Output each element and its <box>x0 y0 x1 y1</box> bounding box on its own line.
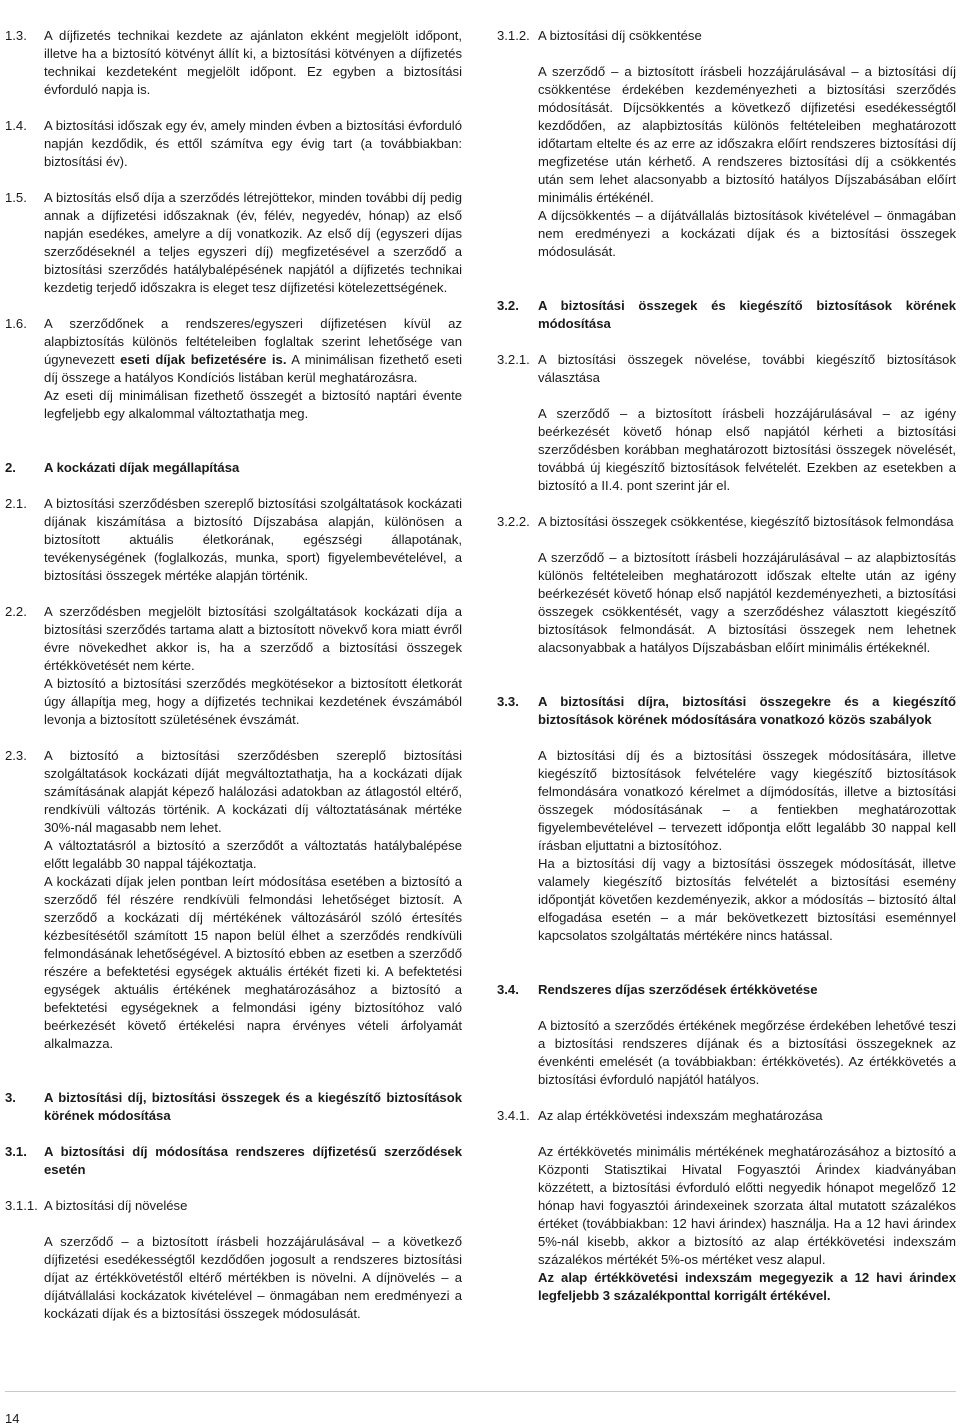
section-title: A biztosítási összegek csökkentése, kiegészítő biztosítások felmondása <box>538 514 954 529</box>
footer-divider <box>5 1391 956 1392</box>
section-text: A szerződésben megjelölt biztosítási szolgáltatások kockázati díja a biztosítási szerződés tartama alatt a biztosított növekvő kora miatt évről évre növekedhet akkor is, ha a szerződő a biztosítási összegek értékkövetését nem kérte. <box>44 604 462 673</box>
section-text: A biztosító a biztosítási szerződésben szereplő biztosítási szolgáltatások kockázati díját megváltoztathatja, ha a kockázati díjak számításának alapját képező halálozási adatokban az átlagostól eltérő, rendkívüli változás történik. A kockázati díj változtatásának mértéke 30%-nál magasabb nem lehet. <box>44 748 462 835</box>
section-number: 3.2. <box>497 298 519 313</box>
section-3-2-1-heading <box>497 351 956 387</box>
section-text: A változtatásról a biztosító a szerződőt a változtatás hatálybalépése előtt legalább 30 nappal tájékoztatja. <box>44 838 462 871</box>
section-3-1-2-heading <box>497 27 956 45</box>
section-text: A szerződő – a biztosított írásbeli hozzájárulásával – az alapbiztosítás különös feltételeiben meghatározott időszak eltelte után az igény beérkezését követő hónap első napjától kezdeményezheti, a biztosítási összegek csökkentését, vagy a szerződéshez választott kiegészítő biztosítások felmondását. A biztosítási összegek nem lehetnek alacsonyabbak a hatályos Díjszabásban előírt minimális értékeknél. <box>538 550 956 655</box>
section-number: 3.1.1. <box>5 1198 38 1213</box>
section-number: 2.2. <box>5 604 27 619</box>
section-text: Ha a biztosítási díj vagy a biztosítási összegek módosítását, illetve valamely kiegészítő biztosítás felvételét a biztosítási esemény időpontját követően kezdeményezik, akkor a módosítás – biztosító által elfogadása esetén – a már bekövetkezett biztosítási eseménnyel kapcsolatos szolgáltatás mértékére nincs hatással. <box>538 856 956 943</box>
section-1-4 <box>5 117 462 171</box>
section-text: A díjfizetés technikai kezdete az ajánlaton ekként megjelölt időpont, illetve ha a biztosító kötvényt állít ki, a biztosítási kötvényen a díjfizetés technikai kezdeteként megjelölt időpont. Ez egyben a biztosítási évforduló napja is. <box>44 28 462 97</box>
section-number: 3. <box>5 1090 16 1105</box>
left-column <box>5 27 462 1323</box>
section-3-2-heading <box>497 297 956 333</box>
section-number: 3.2.2. <box>497 514 530 529</box>
section-title: A biztosítási összegek növelése, további kiegészítő biztosítások választása <box>538 352 956 385</box>
section-number: 2. <box>5 460 16 475</box>
section-number: 1.4. <box>5 118 27 133</box>
section-1-3 <box>5 27 462 99</box>
page-number: 14 <box>5 1411 20 1425</box>
right-column <box>497 27 956 1305</box>
section-text: A szerződő – a biztosított írásbeli hozzájárulásával – az igény beérkezését követő hónap első napjától kérheti a biztosítási szerződésben korábban meghatározott biztosítási összegek növelését, továbbá új kiegészítő biztosítások felvételét. Ezekben az esetekben a biztosító a II.4. pont szerint jár el. <box>538 406 956 493</box>
section-1-6 <box>5 315 462 423</box>
section-text <box>44 315 462 387</box>
section-3-2-2-heading <box>497 513 956 531</box>
section-3-1-1-heading <box>5 1197 462 1215</box>
section-3-3-heading <box>497 693 956 729</box>
section-text: A szerződő – a biztosított írásbeli hozzájárulásával – a következő díjfizetési esedékességtől kezdődően jogosult a rendszeres biztosítási díjat az értékkövetéstől eltérő mértékben is növelni. A díjnövelés – a díjátvállalási kockázatok kivételével – önmagában nem eredményezi a kockázati díjak és a biztosítási összegek módosulását. <box>44 1234 462 1321</box>
section-3-4-1-heading <box>497 1107 956 1125</box>
section-title: A biztosítási díjra, biztosítási összegekre és a kiegészítő biztosítások körének módosítására vonatkozó közös szabályok <box>538 694 956 727</box>
section-title: A biztosítási díj, biztosítási összegek és a kiegészítő biztosítások körének módosítása <box>44 1090 462 1123</box>
section-title: A biztosítási díj módosítása rendszeres díjfizetésű szerződések esetén <box>44 1144 462 1177</box>
section-text: A biztosító a szerződés értékének megőrzése érdekében lehetővé teszi a biztosítási rendszeres díjának és a biztosítási összegeknek az évenkénti emelését (a továbbiakban: értékkövetés). Az értékkövetés a biztosítási évforduló napjától hatályos. <box>538 1018 956 1087</box>
section-title: A biztosítási díj növelése <box>44 1198 188 1213</box>
section-number: 2.3. <box>5 748 27 763</box>
section-text: A szerződő – a biztosított írásbeli hozzájárulásával – a biztosítási díj csökkentése érdekében kezdeményezheti a biztosítási szerződés módosítását. Díjcsökkentés a következő díjfizetési esedékességtől kezdődően, az alapbiztosítás különös feltételeiben meghatározott időtartam eltelte és az erre az időszakra előírt rendszeres biztosítási díj megfizetése után kérhető. A rendszeres biztosítási díj a csökkentés után sem lehet alacsonyabb a biztosító hatályos Díjszabásában előírt minimális értékénél. <box>538 64 956 205</box>
section-number: 3.1.2. <box>497 28 530 43</box>
section-number: 1.6. <box>5 316 27 331</box>
section-text: A biztosítási díj és a biztosítási összegek módosítására, illetve kiegészítő biztosítások felvételére vagy kiegészítő biztosítások felmondására vonatkozó kérelmet a díjmódosítás, illetve a biztosítási összegek módosításának – a fentiekben meghatározottak figyelembevételével – tervezett időpontja előtt legalább 30 nappal kell írásban eljuttatni a biztosítóhoz. <box>538 748 956 853</box>
section-number: 3.4.1. <box>497 1108 530 1123</box>
section-3-4-heading <box>497 981 956 999</box>
section-title: Rendszeres díjas szerződések értékkövetése <box>538 982 818 997</box>
section-title: Az alap értékkövetési indexszám meghatározása <box>538 1108 823 1123</box>
section-text: A díjcsökkentés – a díjátvállalás biztosítások kivételével – önmagában nem eredményezi a kockázati díjak és a biztosítási összegek módosulását. <box>538 208 956 259</box>
section-number: 3.4. <box>497 982 519 997</box>
section-2-3 <box>5 747 462 1053</box>
section-number: 1.3. <box>5 28 27 43</box>
section-text: Az eseti díj minimálisan fizethető összegét a biztosító naptári évente legfeljebb egy alkalommal változtathatja meg. <box>44 388 462 421</box>
section-text: A biztosítási szerződésben szereplő biztosítási szolgáltatások kockázati díjának kiszámítása a biztosító Díjszabása alapján, különösen a biztosított aktuális életkorának, egészségi állapotának, tevékenységének (foglalkozás, munka, sport) figyelembevételével, a biztosítási összegek mértéke alapján történik. <box>44 496 462 583</box>
section-title: A biztosítási díj csökkentése <box>538 28 702 43</box>
section-2-1 <box>5 495 462 585</box>
text-run: A minimálisan fizethető eseti díj összege a hatályos Kondíciós listában kerül meghatározásra. <box>44 352 462 385</box>
bold-run: eseti díjak befizetésére is. <box>120 352 287 367</box>
section-number: 3.3. <box>497 694 519 709</box>
section-text: A biztosító a biztosítási szerződés megkötésekor a biztosított életkorát úgy állapítja meg, hogy a díjfizetés technikai kezdetének évszámából levonja a biztosított születésének évszámát. <box>44 676 462 727</box>
section-text: A biztosítás első díja a szerződés létrejöttekor, minden további díj pedig annak a díjfizetési időszaknak (év, félév, negyedév, hónap) az első napján esedékes, amelyre a díj vonatkozik. Az első díj (egyszeri díjas szerződéseknél a teljes egyszeri díj) megfizetésével a szerződő a biztosítási szerződés hatálybalépésének napjától a díjfizetés technikai kezdetig terjedő időszakra is eleget tesz díjfizetési kötelezettségének. <box>44 190 462 295</box>
section-3-1-heading <box>5 1143 462 1179</box>
section-1-5 <box>5 189 462 297</box>
section-text-bold: Az alap értékkövetési indexszám megegyezik a 12 havi árindex legfeljebb 3 százalékponttal korrigált értékével. <box>538 1270 956 1303</box>
section-text: A biztosítási időszak egy év, amely minden évben a biztosítási évforduló napján kezdődik, és ettől számítva egy évig tart (a továbbiakban: biztosítási év). <box>44 118 462 169</box>
section-text: A kockázati díjak jelen pontban leírt módosítása esetében a biztosító a szerződő fél részére rendkívüli felmondási lehetőséget biztosít. A szerződő a kockázati díj mértékének változásáról szóló értesítés kézbesítésétől számított 15 napon belül élhet a szerződés rendkívüli felmondásának lehetőségével. A biztosító ebben az esetben a szerződő részére a befektetési egységek aktuális értékét fizeti ki. A befektetési egységek aktuális értékének meghatározásához a biztosító a befektetési egységeknek a felmondási igény biztosítóhoz való beérkezését követő értékelési napra érvényes vételi árfolyamát alkalmazza. <box>44 874 462 1051</box>
section-3-heading <box>5 1089 462 1125</box>
section-2-heading <box>5 459 462 477</box>
section-number: 2.1. <box>5 496 27 511</box>
section-number: 1.5. <box>5 190 27 205</box>
section-number: 3.2.1. <box>497 352 530 367</box>
text-run: A szerződőnek a rendszeres/egyszeri díjfizetésen kívül az alapbiztosítás különös feltételeiben foglaltak szerint lehetősége van úgynevezett <box>44 316 462 367</box>
section-title: A kockázati díjak megállapítása <box>44 460 240 475</box>
section-2-2 <box>5 603 462 729</box>
section-text: Az értékkövetés minimális mértékének meghatározásához a biztosító a Központi Statisztikai Hivatal Fogyasztói Árindex kiadványában közzétett, a biztosítási évforduló előtti negyedik hónapot megelőző 12 hónap havi fogyasztói árindexeinek szorzata által mutatott százalékos értéket (továbbiakban: 12 havi árindex) használja. Ha a 12 havi árindex 5%-nál kisebb, akkor a biztosító az alap értékkövetési indexszám százalékos mértékét 5%-os mértéket vesz alapul. <box>538 1144 956 1267</box>
section-title: A biztosítási összegek és kiegészítő biztosítások körének módosítása <box>538 298 956 331</box>
section-number: 3.1. <box>5 1144 27 1159</box>
